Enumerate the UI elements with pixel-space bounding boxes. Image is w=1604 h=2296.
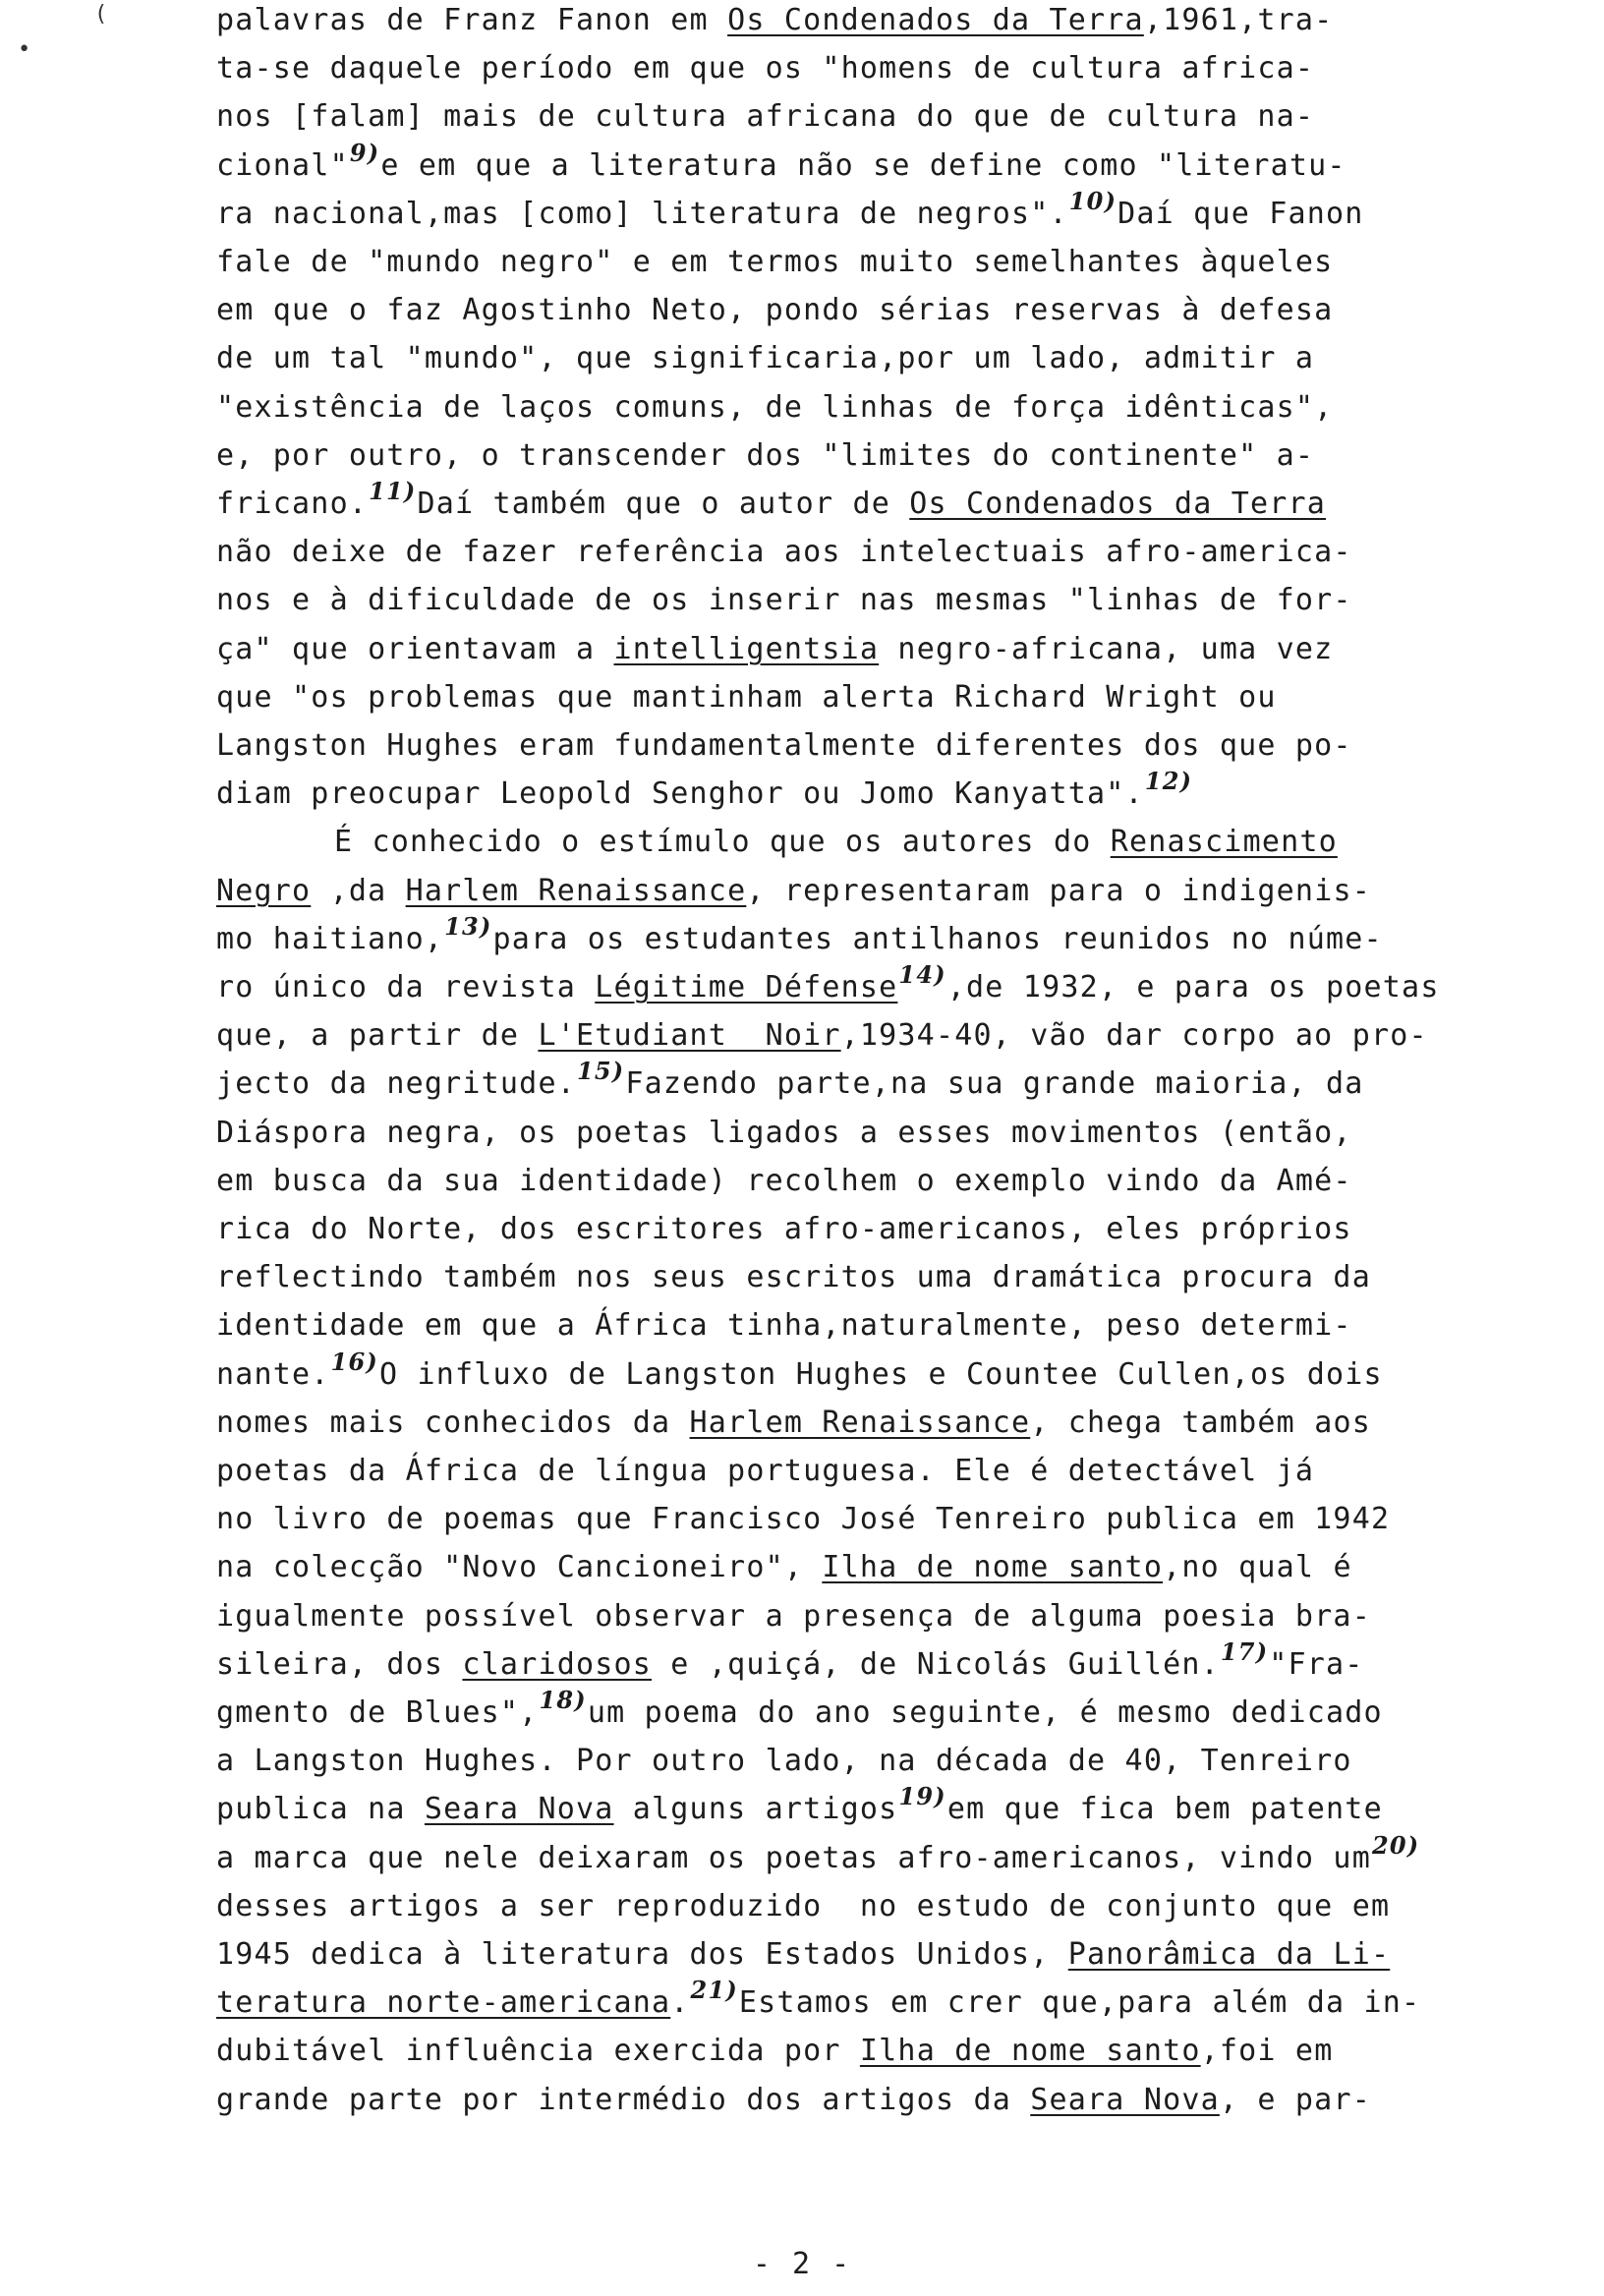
text-run: ro único da revista [216,970,596,1004]
underlined-title: Ilha de nome santo [822,1550,1164,1584]
text-run: Daí também que o autor de [417,487,910,521]
text-run: rica do Norte, dos escritores afro-americanos, eles próprios [216,1212,1352,1246]
text-run: Daí que Fanon [1117,197,1364,231]
text-line [216,431,1314,480]
text-run: em que o faz Agostinho Neto, pondo sérias reservas à defesa [216,293,1334,327]
text-line [216,1495,1390,1543]
underlined-title: Panorâmica da Li- [1067,1937,1391,1972]
footnote-marker: 14) [898,960,946,989]
footnote-marker: 19) [898,1782,946,1810]
text-line [216,1637,1364,1689]
text-run: ,1934-40, vão dar corpo ao pro- [840,1018,1428,1053]
footnote-marker: 13) [444,912,492,941]
text-run: Fazendo parte,na sua grande maioria, da [625,1066,1364,1101]
text-run: Diáspora negra, os poetas ligados a esses movimentos (então, [216,1116,1352,1150]
text-run: fale de "mundo negro" e em termos muito semelhantes àqueles [216,245,1334,279]
footnote-marker: 9) [349,139,380,167]
underlined-title: Seara Nova [424,1792,614,1826]
text-run: , e par- [1219,2083,1371,2117]
text-run: , chega também aos [1030,1406,1371,1440]
text-line [216,2076,1371,2124]
text-line [216,1447,1314,1495]
underlined-title: Légitime Défense [595,970,898,1004]
underlined-title: Harlem Renaissance [405,874,747,908]
text-run: nos e à dificuldade de os inserir nas mesmas "linhas de for- [216,583,1352,617]
text-line [216,1782,1383,1833]
text-line [216,960,1440,1011]
underlined-title: Seara Nova [1030,2083,1220,2117]
text-line [216,1686,1383,1737]
text-run: Estamos em crer que,para além da in- [738,1985,1421,2020]
text-line [216,1976,1421,2027]
text-run: em que fica bem patente [946,1792,1383,1826]
text-run: "Fra- [1269,1647,1364,1682]
scan-speck: • [18,37,31,62]
text-run: para os estudantes antilhanos reunidos no núme- [492,922,1383,956]
text-line [216,721,1352,770]
text-run: que, a partir de [216,1018,539,1053]
text-line [216,286,1333,334]
text-run: desses artigos a ser reproduzido no estudo de conjunto que em [216,1889,1391,1923]
text-run: É conhecido o estímulo que os autores do [334,825,1111,859]
text-line [216,1882,1390,1930]
text-run: "existência de laços comuns, de linhas de força idênticas", [216,390,1334,425]
underlined-title: Os Condenados da Terra [727,3,1144,37]
text-line [216,92,1314,141]
footnote-marker: 12) [1144,767,1193,795]
text-run: sileira, dos [216,1647,463,1682]
text-run: ,da [311,874,406,908]
text-run: nos [falam] mais de cultura africana do que de cultura na- [216,99,1315,134]
text-run: ta-se daquele período em que os "homens de cultura africa- [216,51,1315,86]
text-run: e ,quiçá, de Nicolás Guillén. [652,1647,1220,1682]
text-line [216,1253,1371,1301]
text-run: ça" que orientavam a [216,632,614,666]
text-line [216,2027,1333,2075]
text-run: grande parte por intermédio dos artigos da [216,2083,1031,2117]
text-line [216,139,1346,190]
text-run: fricano. [216,487,369,521]
text-line [216,818,1338,866]
underlined-title: Renascimento [1110,825,1338,859]
text-line [216,238,1333,286]
text-line [216,576,1352,624]
footnote-marker: 17) [1220,1637,1269,1666]
text-run: nante. [216,1357,330,1392]
text-run: no livro de poemas que Francisco José Tenreiro publica em 1942 [216,1502,1391,1536]
text-run: ,de 1932, e para os poetas [946,970,1440,1004]
underlined-title: Harlem Renaissance [689,1406,1031,1440]
text-run: ,foi em [1200,2034,1334,2068]
underlined-title: L'Etudiant Noir [538,1018,841,1053]
text-line [216,1205,1352,1253]
text-run: Langston Hughes eram fundamentalmente diferentes dos que po- [216,728,1352,763]
underlined-title: claridosos [462,1647,653,1682]
text-line [216,867,1371,915]
text-run: 1945 dedica à literatura dos Estados Unidos, [216,1937,1068,1972]
footnote-marker: 21) [690,1976,738,2004]
text-run: de um tal "mundo", que significaria,por um lado, admitir a [216,341,1315,375]
text-line [216,673,1277,721]
footnote-marker: 16) [330,1348,378,1376]
text-run: não deixe de fazer referência aos intelectuais afro-america- [216,535,1352,569]
text-line [216,767,1193,818]
text-run: igualmente possível observar a presença de alguma poesia bra- [216,1599,1371,1634]
text-run: identidade em que a África tinha,naturalmente, peso determi- [216,1308,1352,1343]
text-line [216,1109,1352,1157]
text-line [216,1301,1352,1349]
text-run: nomes mais conhecidos da [216,1406,690,1440]
text-run: negro-africana, uma vez [879,632,1334,666]
text-run: mo haitiano, [216,922,444,956]
footnote-marker: 18) [539,1686,587,1714]
text-run: que "os problemas que mantinham alerta Richard Wright ou [216,680,1277,715]
underlined-title: teratura norte-americana [216,1985,671,2020]
text-run: na colecção "Novo Cancioneiro", [216,1550,823,1584]
text-line [216,187,1364,238]
footnote-marker: 10) [1068,187,1117,215]
text-run: jecto da negritude. [216,1066,576,1101]
underlined-title: Negro [216,874,312,908]
text-run: alguns artigos [613,1792,898,1826]
text-line [216,1543,1352,1591]
text-line [216,334,1314,382]
text-run: palavras de Franz Fanon em [216,3,728,37]
text-line [216,1399,1371,1447]
text-run: poetas da África de língua portuguesa. Ele é detectável já [216,1454,1315,1488]
text-line [216,1930,1390,1979]
text-run: cional" [216,148,349,183]
text-line [216,912,1383,963]
text-run: reflectindo também nos seus escritos uma dramática procura da [216,1260,1371,1294]
text-line [216,625,1333,673]
underlined-title: Os Condenados da Terra [909,487,1327,521]
text-run: ,no qual é [1163,1550,1352,1584]
text-line [216,1737,1352,1785]
text-run: a Langston Hughes. Por outro lado, na década de 40, Tenreiro [216,1744,1352,1778]
text-run: dubitável influência exercida por [216,2034,860,2068]
text-run: a marca que nele deixaram os poetas afro-americanos, vindo um [216,1841,1371,1875]
page-number: - 2 - [752,2247,852,2281]
text-run: um poema do ano seguinte, é mesmo dedicado [587,1695,1383,1730]
scan-speck: ( [94,2,108,27]
text-run: ra nacional,mas [como] literatura de negros". [216,197,1068,231]
text-run: e em que a literatura não se define como "literatu- [380,148,1346,183]
footnote-marker: 20) [1371,1831,1420,1860]
text-run: ,1961,tra- [1143,3,1334,37]
underlined-title: intelligentsia [613,632,880,666]
text-line [216,1350,1383,1399]
text-line [216,0,1333,44]
text-line [216,1011,1428,1060]
text-line [216,528,1352,576]
text-run: e, por outro, o transcender dos "limites do continente" a- [216,438,1315,473]
text-line [216,477,1327,528]
text-run: . [670,1985,690,2020]
text-run: publica na [216,1792,425,1826]
text-line [216,1831,1420,1882]
footnote-marker: 11) [369,477,417,505]
text-run: em busca da sua identidade) recolhem o exemplo vindo da Amé- [216,1164,1352,1198]
text-line [216,44,1314,92]
footnote-marker: 15) [576,1057,625,1085]
text-run: , representaram para o indigenis- [746,874,1371,908]
text-run: diam preocupar Leopold Senghor ou Jomo Kanyatta". [216,776,1144,811]
text-line [216,1592,1371,1640]
text-line [216,1057,1364,1108]
text-run: O influxo de Langston Hughes e Countee Cullen,os dois [378,1357,1383,1392]
text-line [216,1157,1352,1205]
text-run: gmento de Blues", [216,1695,539,1730]
text-line [216,383,1333,431]
underlined-title: Ilha de nome santo [859,2034,1201,2068]
